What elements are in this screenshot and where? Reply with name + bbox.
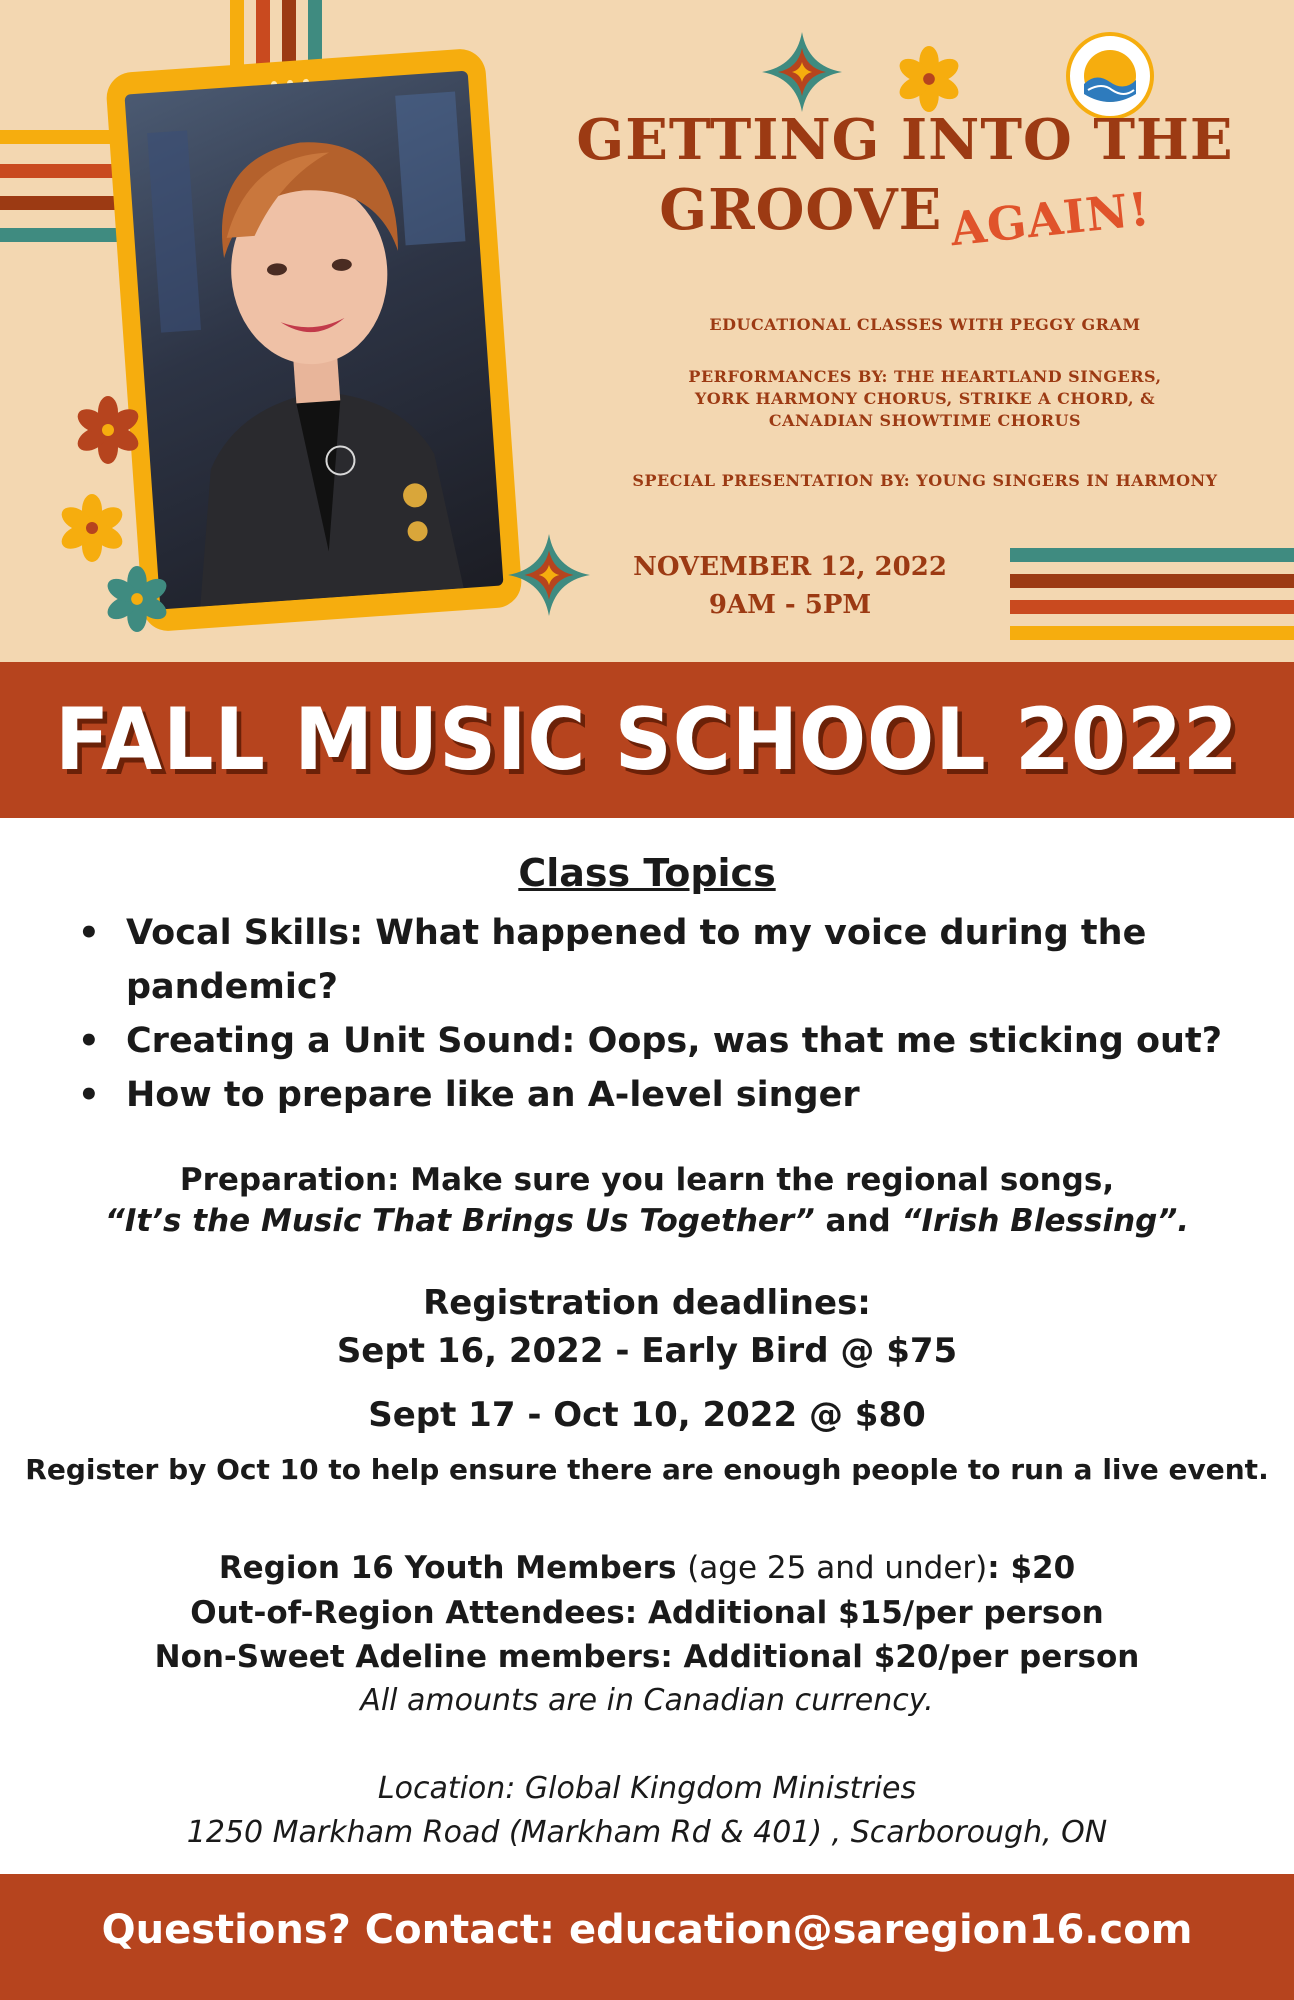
classes-line: EDUCATIONAL CLASSES WITH PEGGY GRAM: [709, 315, 1141, 334]
photo-frame: [105, 47, 523, 632]
performances-line: CANADIAN SHOWTIME CHORUS: [768, 411, 1082, 430]
performances-block: [600, 366, 1250, 432]
banner-title: FALL MUSIC SCHOOL 2022: [55, 690, 1239, 790]
topic-item: • Creating a Unit Sound: Oops, was that me sticking out?: [78, 1014, 1228, 1068]
headline-again: AGAIN!: [948, 181, 1154, 257]
sparkle-star-icon: [506, 532, 592, 618]
headline-line-1: GETTING INTO THE: [576, 107, 1234, 173]
flower-icon: [896, 46, 962, 112]
headline-line-2: [560, 177, 1250, 257]
regular-deadline: Sept 17 - Oct 10, 2022 @ $80: [368, 1395, 926, 1435]
contact-line[interactable]: Questions? Contact: education@saregion16.com: [101, 1907, 1193, 1953]
decor-stripe: [1010, 626, 1294, 640]
youth-pricing: [0, 1546, 1294, 1590]
youth-price: : $20: [987, 1550, 1076, 1586]
performances-line: YORK HARMONY CHORUS, STRIKE A CHORD, &: [694, 389, 1156, 408]
flower-icon: [74, 396, 142, 464]
decor-stripe: [0, 228, 130, 242]
youth-age: (age 25 and under): [687, 1550, 988, 1586]
decor-stripe: [0, 196, 130, 210]
location-address: 1250 Markham Road (Markham Rd & 401) , Scarborough, ON: [186, 1815, 1108, 1850]
performances-line: PERFORMANCES BY: THE HEARTLAND SINGERS,: [688, 367, 1162, 386]
decor-stripe: [1010, 548, 1294, 562]
non-member-pricing: Non-Sweet Adeline members: Additional $20/per person: [154, 1639, 1140, 1675]
out-of-region-pricing: Out-of-Region Attendees: Additional $15/per person: [190, 1595, 1104, 1631]
topics-heading: Class Topics: [518, 851, 776, 895]
registration-note: Register by Oct 10 to help ensure there are enough people to run a live event.: [25, 1453, 1269, 1486]
youth-label: Region 16 Youth Members: [218, 1550, 677, 1586]
song-conjunction: and: [825, 1203, 891, 1239]
title-banner: [0, 662, 1294, 818]
early-bird-deadline: Sept 16, 2022 - Early Bird @ $75: [336, 1331, 958, 1371]
event-date: NOVEMBER 12, 2022: [633, 552, 947, 582]
instructor-photo: [124, 71, 503, 610]
registration-heading: Registration deadlines:: [423, 1283, 871, 1323]
portrait-illustration: [124, 71, 503, 610]
frame-camera-dots: [265, 69, 325, 81]
header-section: [0, 0, 1294, 662]
topic-item: • Vocal Skills: What happened to my voice during the pandemic?: [78, 906, 1228, 1014]
flower-icon: [58, 494, 126, 562]
headline: [560, 107, 1250, 257]
song-title: “Irish Blessing”.: [901, 1203, 1190, 1239]
song-title: “It’s the Music That Brings Us Together”: [104, 1203, 815, 1239]
headline-groove: GROOVE: [659, 177, 943, 243]
currency-note: All amounts are in Canadian currency.: [360, 1683, 934, 1718]
footer-banner: [0, 1874, 1294, 2000]
event-time: 9AM - 5PM: [708, 590, 872, 620]
event-datetime: [620, 548, 960, 624]
preparation-songs: [0, 1200, 1294, 1242]
location-name: Location: Global Kingdom Ministries: [377, 1771, 917, 1806]
topics-list: [78, 906, 1228, 1122]
topic-item: • How to prepare like an A-level singer: [78, 1068, 1228, 1122]
decor-stripe: [1010, 574, 1294, 588]
decor-stripe: [1010, 600, 1294, 614]
special-presentation: SPECIAL PRESENTATION BY: YOUNG SINGERS IN HARMONY: [632, 471, 1218, 490]
flower-icon: [104, 566, 170, 632]
sparkle-star-icon: [760, 30, 844, 114]
preparation-line: Preparation: Make sure you learn the regional songs,: [179, 1162, 1115, 1198]
